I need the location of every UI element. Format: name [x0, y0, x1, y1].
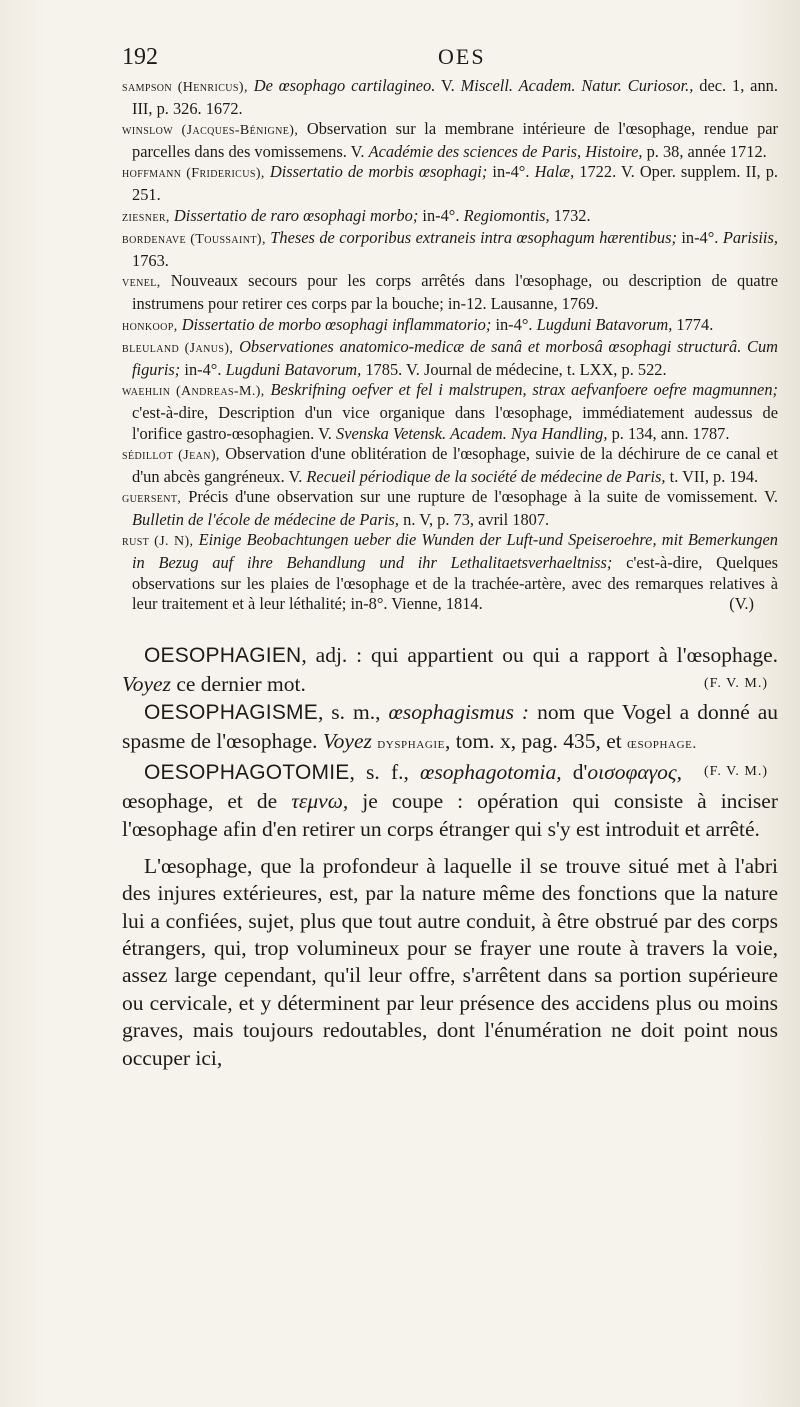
- cross-reference: œsophage.: [627, 735, 697, 752]
- greek-word: τεμνω,: [291, 788, 349, 813]
- page-number: 192: [122, 44, 158, 70]
- headword: OESOPHAGOTOMIE: [144, 760, 350, 784]
- headword: OESOPHAGISME: [144, 700, 318, 724]
- bibliography-entry: waehlin (Andreas-M.), Beskrifning oefver et fel i malstrupen, strax aefvanfoere oefre magmunnen; c'est-à-dire, Description d'un vice organique dans l'œsophage, immédiatement audessus de l'orifice gastro-œsophagien. V. Svenska Vetensk. Academ. Nya Handling, p. 134, ann. 1787.: [122, 380, 778, 443]
- dictionary-entry: OESOPHAGIEN, adj. : qui appartient ou qui a rapport à l'œsophage. Voyez ce dernier mot. (F. V. M.): [122, 642, 778, 696]
- bibliography-entry: guersent, Précis d'une observation sur une rupture de l'œsophage à la suite de vomissement. V. Bulletin de l'école de médecine de Paris, n. V, p. 73, avril 1807.: [122, 487, 778, 529]
- bibliography-entry: sédillot (Jean), Observation d'une oblitération de l'œsophage, suivie de la déchirure de ce canal et d'un abcès gangréneux. V. Recueil périodique de la société de médecine de Paris, t. VII, p. 194.: [122, 444, 778, 486]
- dictionary-entry: OESOPHAGOTOMIE, s. f., œsophagotomia, d'οισοφαγος, œsophage, et de τεμνω, je coupe : opération qui consiste à inciser l'œsophage afin d'en retirer un corps étranger qui s'y est introduit et arrêté.: [122, 759, 779, 841]
- cross-reference: dysphagie: [377, 735, 445, 752]
- bibliography-entry: honkoop, Dissertatio de morbo œsophagi inflammatorio; in-4°. Lugduni Batavorum, 1774.: [122, 314, 714, 334]
- bibliography-entry: sampson (Henricus), De œsophago cartilagineo. V. Miscell. Academ. Natur. Curiosor., dec. 1, ann. III, p. 326. 1672.: [122, 76, 778, 118]
- bibliography-entry: venel, Nouveaux secours pour les corps arrêtés dans l'œsophage, ou description de quatre instrumens pour retirer ces corps par la bouche; in-12. Lausanne, 1769.: [122, 271, 778, 313]
- author-signature: (F. V. M.): [704, 675, 768, 691]
- bibliography-entry: rust (J. N), Einige Beobachtungen ueber die Wunden der Luft-und Speiseroehre, mit Bemerkungen in Bezug auf ihre Behandlung und ihr Lethalitaetsverhaeltniss; c'est-à-dire, Quelques observations sur les plaies de l'œsophage et de la trachée-artère, avec des remarques relatives à leur traitement et à leur léthalité; in-8°. Vienne, 1814. (V.): [122, 530, 779, 614]
- bibliography-entry: ziesner, Dissertatio de raro œsophagi morbo; in-4°. Regiomontis, 1732.: [122, 205, 591, 225]
- bibliography-entry: hoffmann (Fridericus), Dissertatio de morbis œsophagi; in-4°. Halæ, 1722. V. Oper. supplem. II, p. 251.: [122, 162, 778, 204]
- author-signature: (V.): [729, 594, 754, 614]
- page-header: [122, 40, 778, 74]
- bibliography-entry: winslow (Jacques-Bénigne), Observation sur la membrane intérieure de l'œsophage, rendue par parcelles dans des vomissemens. V. Académie des sciences de Paris, Histoire, p. 38, année 1712.: [122, 119, 778, 161]
- dictionary-entry: OESOPHAGISME, s. m., œsophagismus : nom que Vogel a donné au spasme de l'œsophage. Voyez dysphagie, tom. x, pag. 435, et œsophage. (F. V. M.): [122, 698, 778, 758]
- author-signature: (F. V. M.): [704, 763, 768, 779]
- running-head: OES: [438, 44, 486, 69]
- body-paragraph: L'œsophage, que la profondeur à laquelle il se trouve situé met à l'abri des injures extérieures, est, par la nature même des fonctions que la nature lui a confiées, sujet, plus que tout autre conduit, à être obstrué par des corps étrangers, qui, trop volumineux pour se frayer une route à travers la voie, assez large cependant, qu'il leur offre, s'arrêtent dans sa portion supérieure ou cervicale, et y déterminent par leur présence des accidens plus ou moins graves, mais toujours redoutables, dont l'énumération ne doit point nous occuper ici,: [122, 853, 778, 1070]
- headword: OESOPHAGIEN: [144, 643, 302, 667]
- bibliography-list: [122, 76, 778, 615]
- bibliography-entry: bordenave (Toussaint), Theses de corporibus extraneis intra œsophagum hærentibus; in-4°. Parisiis, 1763.: [122, 228, 778, 270]
- dictionary-articles: [122, 641, 778, 1072]
- greek-word: οισοφαγος,: [587, 759, 682, 784]
- bibliography-entry: bleuland (Janus), Observationes anatomico-medicæ de sanâ et morbosâ œsophagi structurâ. Cum figuris; in-4°. Lugduni Batavorum, 1785. V. Journal de médecine, t. LXX, p. 522.: [122, 337, 778, 379]
